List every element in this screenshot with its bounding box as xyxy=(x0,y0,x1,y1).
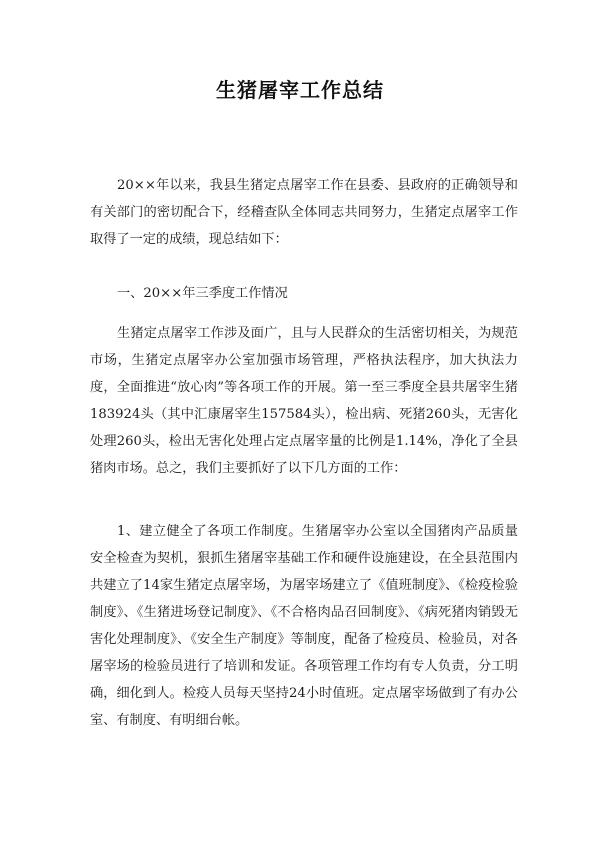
document-title: 生猪屠宰工作总结 xyxy=(216,78,384,102)
section-heading: 一、20××年三季度工作情况 xyxy=(117,286,288,301)
intro-paragraph: 20××年以来，我县生猪定点屠宰工作在县委、县政府的正确领导和有关部门的密切配合下，经稽查队全体同志共同努力，生猪定点屠宰工作取得了一定的成绩，现总结如下： xyxy=(90,178,518,247)
overview-paragraph: 生猪定点屠宰工作涉及面广，且与人民群众的生活密切相关，为规范市场，生猪定点屠宰办公室加强市场管理，严格执法程序，加大执法力度，全面推进“放心肉”等各项工作的开展。第一至三季度全县共屠宰生猪183924头（其中汇康屠宰生157584头），检出病、死猪260头，无害化处理260头，检出无害化处理占定点屠宰量的比例是1.14%，净化了全县猪肉市场。总之，我们主要抓好了以下几方面的工作： xyxy=(90,326,518,476)
item-one-paragraph: 1、建立健全了各项工作制度。生猪屠宰办公室以全国猪肉产品质量安全检查为契机，狠抓生猪屠宰基础工作和硬件设施建设，在全县范围内共建立了14家生猪定点屠宰场，为屠宰场建立了《值班制度》、《检疫检验制度》、《生猪进场登记制度》、《不合格肉品召回制度》、《病死猪肉销毁无害化处理制度》、《安全生产制度》等制度，配备了检疫员、检验员，对各屠宰场的检验员进行了培训和发证。各项管理工作均有专人负责，分工明确，细化到人。检疫人员每天坚持24小时值班。定点屠宰场做到了有办公室、有制度、有明细台帐。 xyxy=(90,524,518,728)
